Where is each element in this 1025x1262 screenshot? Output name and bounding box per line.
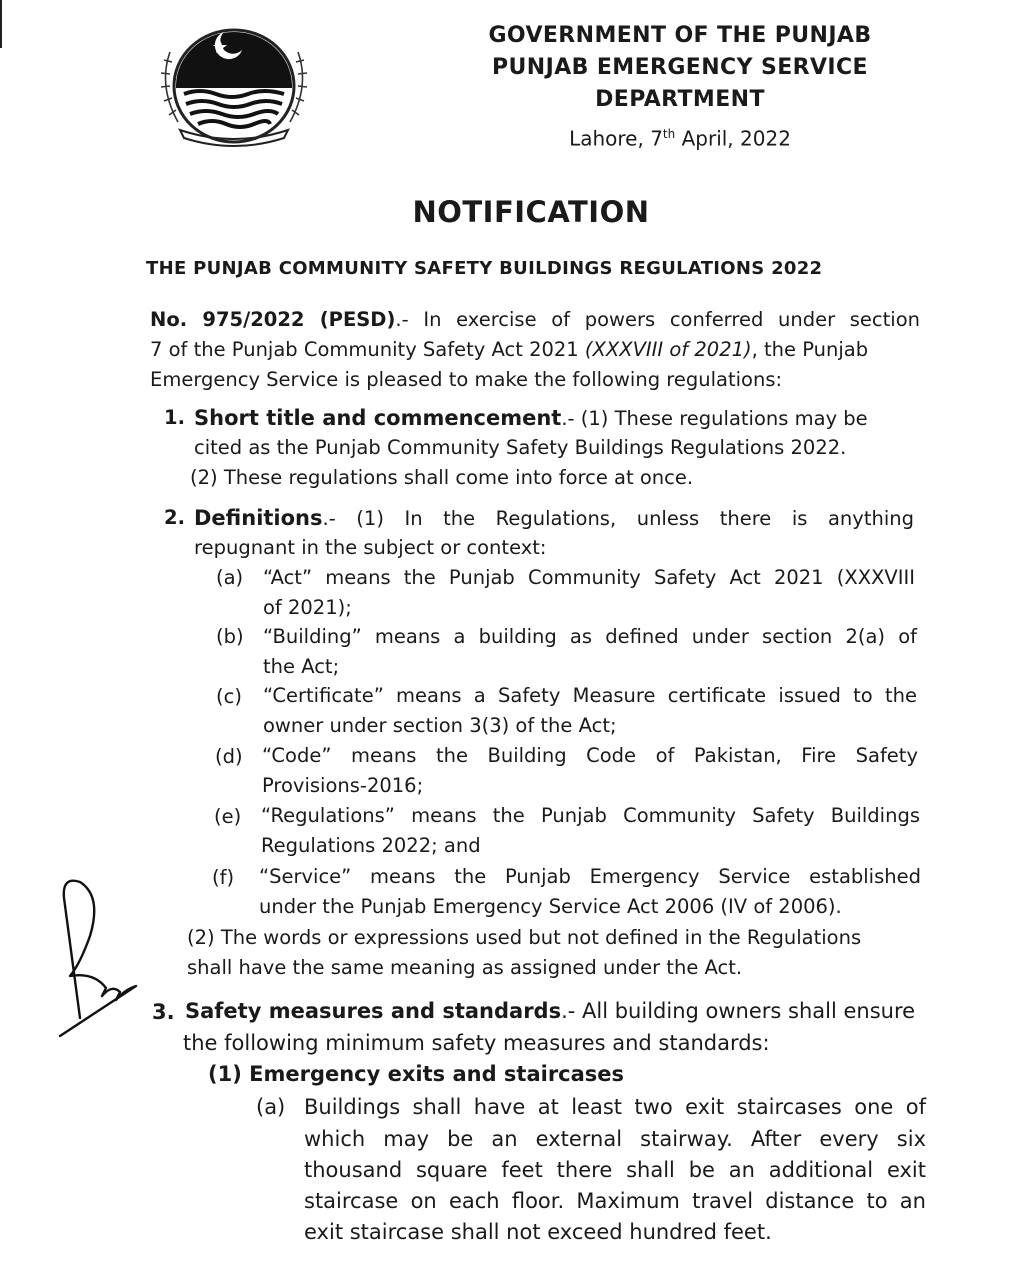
notification-number: No. 975/2022 (PESD) — [150, 308, 396, 331]
definitions-clause-2-line-2: shall have the same meaning as assigned under the Act. — [187, 956, 743, 979]
section-2-number — [164, 503, 185, 533]
document-subtitle: THE PUNJAB COMMUNITY SAFETY BUILDINGS REGULATIONS 2022 — [146, 258, 823, 279]
definition-a-label: (a) — [216, 566, 244, 589]
section-1-line-3: (2) These regulations shall come into force at once. — [190, 466, 694, 489]
section-number: 3. — [152, 1000, 175, 1024]
definition-c-line-1: “Certificate” means a Safety Measure certificate issued to the — [263, 684, 917, 707]
clause-a-line-1: Buildings shall have at least two exit staircases one of — [304, 1095, 926, 1119]
section-heading: Definitions — [194, 506, 323, 530]
preamble-text: , the Punjab — [751, 338, 869, 361]
punjab-government-emblem-icon — [150, 12, 320, 152]
definition-e-line-2: Regulations 2022; and — [261, 834, 481, 857]
definition-c-line-2: owner under section 3(3) of the Act; — [263, 714, 617, 737]
subsection-1-heading — [208, 1059, 624, 1090]
section-heading: Short title and commencement — [194, 406, 562, 430]
section-2-line-2: repugnant in the subject or context: — [194, 536, 547, 559]
clause-a-line-5: exit staircase shall not exceed hundred feet. — [304, 1220, 772, 1244]
section-3-line-2: the following minimum safety measures and standards: — [183, 1031, 770, 1055]
section-heading: Safety measures and standards — [185, 999, 562, 1023]
definition-c-label: (c) — [216, 685, 242, 708]
handwritten-signature — [50, 868, 150, 1038]
place-date — [440, 118, 920, 155]
definition-f-line-2: under the Punjab Emergency Service Act 2006 (IV of 2006). — [259, 895, 842, 918]
government-line: GOVERNMENT OF THE PUNJAB — [488, 23, 872, 48]
letterhead — [440, 20, 920, 155]
definition-f-line-1: “Service” means the Punjab Emergency Service established — [259, 865, 921, 888]
date-suffix: April, 2022 — [675, 126, 791, 151]
preamble-line-3: Emergency Service is pleased to make the following regulations: — [150, 368, 783, 391]
date-sup: th — [662, 127, 676, 141]
section-3-line-1 — [185, 996, 915, 1027]
definition-a-line-2: of 2021); — [263, 596, 352, 619]
service-line: PUNJAB EMERGENCY SERVICE — [492, 55, 868, 80]
clause-a-line-3: thousand square feet there shall be an additional exit — [304, 1158, 926, 1182]
section-1-line-2: cited as the Punjab Community Safety Buildings Regulations 2022. — [194, 436, 847, 459]
definition-a-line-1: “Act” means the Punjab Community Safety Act 2021 (XXXVIII — [263, 566, 915, 589]
section-text: .- All building owners shall ensure — [561, 999, 916, 1023]
section-3-number — [152, 997, 175, 1028]
section-1-number — [164, 403, 185, 433]
clause-a-line-4: staircase on each floor. Maximum travel distance to an — [304, 1189, 926, 1213]
preamble-line-2 — [150, 335, 868, 365]
definition-b-label: (b) — [216, 625, 244, 648]
preamble-italic: (XXXVIII of 2021) — [584, 338, 752, 361]
definitions-clause-2-line-1: (2) The words or expressions used but not defined in the Regulations — [187, 926, 862, 949]
definition-d-line-2: Provisions-2016; — [262, 774, 424, 797]
section-1-line-1 — [194, 403, 868, 434]
date-prefix: Lahore, 7 — [569, 126, 663, 151]
definition-d-line-1: “Code” means the Building Code of Pakistan, Fire Safety — [262, 744, 918, 767]
definition-e-line-1: “Regulations” means the Punjab Community Safety Buildings — [261, 804, 920, 827]
clause-a-line-2: which may be an external stairway. After every six — [304, 1127, 926, 1151]
clause-a-label: (a) — [256, 1095, 286, 1119]
definition-d-label: (d) — [215, 745, 243, 768]
definition-f-label: (f) — [212, 866, 235, 889]
document-title: NOTIFICATION — [412, 195, 650, 229]
department-line: DEPARTMENT — [595, 87, 765, 112]
preamble-line-1 — [150, 305, 920, 335]
preamble-text: .- In exercise of powers conferred under section — [395, 308, 921, 331]
section-number: 2. — [164, 506, 185, 529]
definition-b-line-2: the Act; — [263, 655, 340, 678]
definition-e-label: (e) — [214, 805, 242, 828]
section-2-line-1 — [194, 503, 914, 534]
preamble-text: 7 of the Punjab Community Safety Act 2021 — [150, 338, 585, 361]
subsection-heading: (1) Emergency exits and staircases — [208, 1062, 625, 1086]
section-number: 1. — [164, 406, 185, 429]
scan-edge-line — [0, 0, 2, 48]
section-text: .- (1) In the Regulations, unless there is anything — [322, 507, 914, 530]
section-text: .- (1) These regulations may be — [561, 407, 868, 430]
definition-b-line-1: “Building” means a building as defined under section 2(a) of — [263, 625, 917, 648]
